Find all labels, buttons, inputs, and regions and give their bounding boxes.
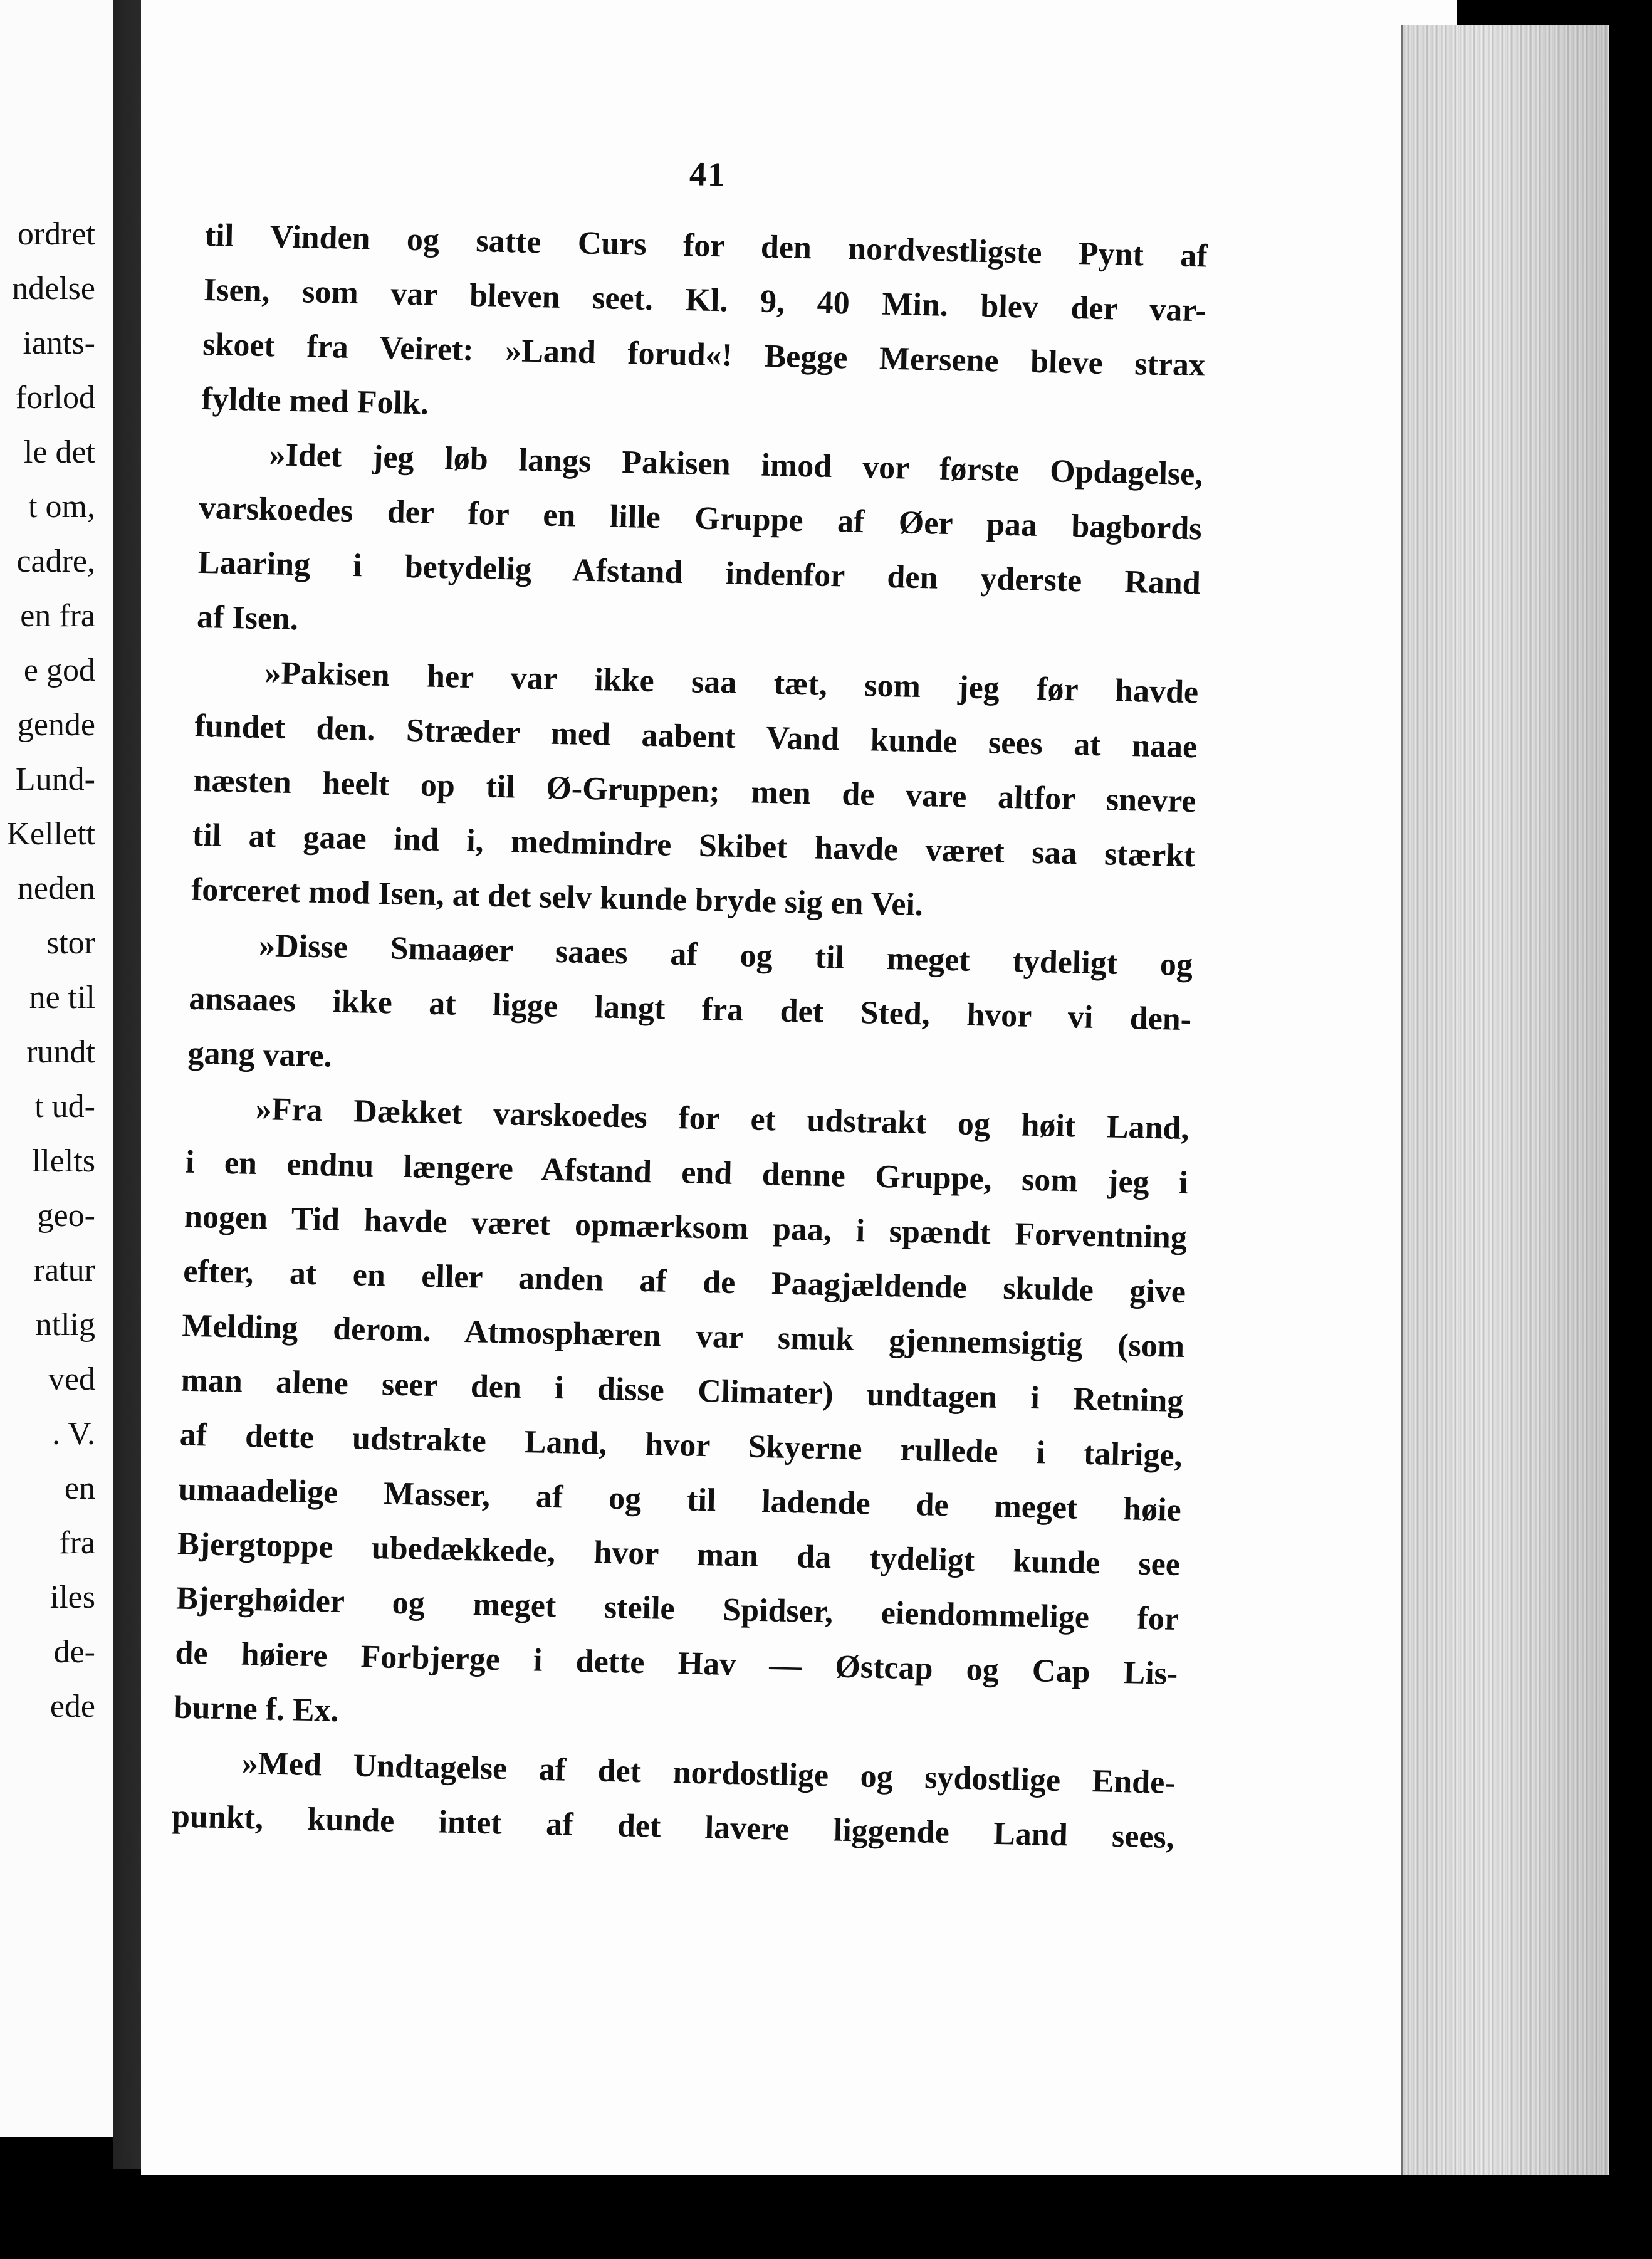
left-fragment: t ud- — [34, 1089, 95, 1124]
text-line: af dette udstrakte Land, hvor Skyerne rullede i talrige, — [179, 1417, 1183, 1474]
left-page-text-fragments — [6, 207, 95, 1734]
left-fragment: gende — [17, 707, 95, 743]
left-fragment: en — [64, 1470, 95, 1506]
left-fragment: en fra — [20, 598, 95, 634]
left-facing-page — [0, 0, 113, 2137]
text-line: de høiere Forbjerge i dette Hav — Østcap og Cap Lis- — [174, 1635, 1178, 1692]
text-line: fyldte med Folk. — [201, 380, 429, 422]
text-line: gang vare. — [187, 1035, 333, 1074]
left-fragment: ordret — [17, 216, 95, 252]
text-line: man alene seer den i disse Climater) undtagen i Retning — [180, 1362, 1184, 1420]
paragraph — [174, 1081, 1190, 1756]
text-line: »Med Undtagelse af det nordostlige og sydostlige Ende- — [241, 1745, 1176, 1801]
text-line: til at gaae ind i, medmindre Skibet havde været saa stærkt — [192, 817, 1196, 874]
paragraph — [191, 644, 1199, 938]
text-line: umaadelige Masser, af og til ladende de meget høie — [178, 1471, 1182, 1529]
left-fragment: ved — [48, 1361, 95, 1397]
left-fragment: neden — [17, 871, 95, 906]
bottom-scan-border — [0, 2175, 1652, 2259]
text-line: »Pakisen her var ikke saa tæt, som jeg før havde — [264, 655, 1199, 711]
text-line: fundet den. Stræder med aabent Vand kunde sees at naae — [194, 708, 1198, 765]
paragraph — [187, 917, 1193, 1101]
left-fragment: geo- — [37, 1198, 95, 1234]
left-fragment: iants- — [23, 325, 95, 361]
left-fragment: ntlig — [35, 1307, 95, 1343]
left-fragment: Lund- — [15, 762, 95, 797]
text-line: forceret mod Isen, at det selv kunde bryde sig en Vei. — [191, 871, 924, 923]
text-line: Laaring i betydelig Afstand indenfor den yderste Rand — [197, 544, 1201, 602]
text-line: nogen Tid havde været opmærksom paa, i spændt Forventning — [184, 1198, 1188, 1256]
text-line: Bjerghøider og meget steile Spidser, eiendommelige for — [175, 1580, 1179, 1637]
paragraph — [201, 208, 1208, 447]
left-fragment: t om, — [28, 489, 95, 525]
left-fragment: Kellett — [6, 816, 95, 852]
left-fragment: iles — [50, 1580, 95, 1615]
text-line: af Isen. — [196, 599, 299, 637]
text-line: i en endnu længere Afstand end denne Gruppe, som jeg i — [185, 1144, 1189, 1202]
left-fragment: llelts — [31, 1143, 95, 1179]
text-line: burne f. Ex. — [174, 1689, 340, 1729]
paragraph — [171, 1734, 1176, 1864]
left-fragment: le det — [23, 434, 95, 470]
page-number: 41 — [689, 155, 726, 194]
text-line: »Idet jeg løb langs Pakisen imod vor første Opdagelse, — [269, 437, 1203, 493]
page-text-block — [171, 144, 1209, 1865]
text-line: »Fra Dækket varskoedes for et udstrakt og høit Land, — [255, 1091, 1190, 1147]
left-fragment: de- — [53, 1634, 95, 1670]
text-line: skoet fra Veiret: »Land forud«! Begge Mersene bleve strax — [202, 326, 1206, 384]
left-fragment: ndelse — [12, 271, 95, 307]
text-line: til Vinden og satte Curs for den nordvestligste Pynt af — [204, 217, 1208, 275]
left-fragment: ne til — [29, 980, 95, 1015]
left-fragment: forlod — [15, 380, 95, 416]
page-edges-shade — [1401, 25, 1608, 2194]
left-fragment: ratur — [33, 1252, 95, 1288]
left-fragment: cadre, — [16, 543, 95, 579]
text-line: punkt, kunde intet af det lavere liggende Land sees, — [171, 1798, 1175, 1855]
left-fragment: ede — [50, 1689, 95, 1724]
left-fragment: e god — [23, 653, 95, 688]
text-line: »Disse Smaaøer saaes af og til meget tydeligt og — [258, 928, 1193, 983]
text-line: Isen, som var bleven seet. Kl. 9, 40 Min. blev der var- — [203, 271, 1207, 329]
text-line: ansaaes ikke at ligge langt fra det Sted, hvor vi den- — [188, 980, 1192, 1038]
text-line: Melding derom. Atmosphæren var smuk gjennemsigtig (som — [181, 1308, 1185, 1365]
left-fragment: stor — [46, 925, 95, 961]
left-fragment: fra — [59, 1525, 95, 1561]
paragraph — [196, 426, 1203, 665]
text-line: varskoedes der for en lille Gruppe af Øer paa bagbords — [199, 490, 1203, 547]
left-fragment: rundt — [26, 1034, 95, 1070]
left-fragment: . V. — [52, 1416, 95, 1452]
text-line: Bjergtoppe ubedækkede, hvor man da tydeligt kunde see — [177, 1526, 1181, 1583]
text-line: efter, at en eller anden af de Paagjældende skulde give — [182, 1253, 1186, 1311]
text-line: næsten heelt op til Ø-Gruppen; men de vare altfor snevre — [193, 762, 1196, 820]
